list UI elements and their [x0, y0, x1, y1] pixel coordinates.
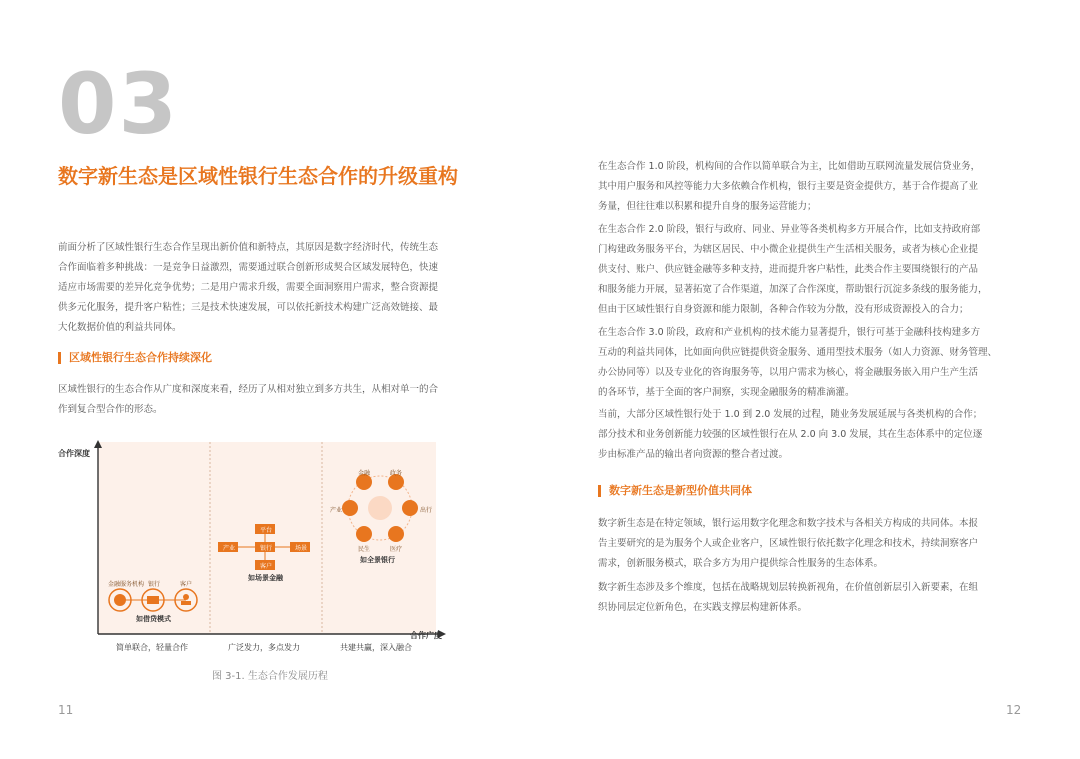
text-line: 织协同层定位新角色，在实践支撑层构建新体系。: [598, 602, 808, 613]
stage2-item-label: 产业: [223, 545, 236, 552]
text-line: 适应市场需要的差异化竞争优势；二是用户需求升级，需要全面洞察用户需求，整合资源提: [58, 282, 439, 293]
text-line: 大化数据价值的利益共同体。: [58, 322, 182, 333]
stage1-item-label: 金融服务机构: [108, 581, 145, 588]
ecosystem-diagram: [58, 436, 458, 658]
text-line: 互动的利益共同体，比如面向供应链提供资金服务、通用型技术服务（如人力资源、财务管理、: [598, 347, 998, 358]
stage3-model: 如全景银行: [360, 556, 395, 564]
text-line: 供多元化服务，提升客户粘性；三是技术快速发展，可以依托新技术构建广泛高效链接、最: [58, 302, 439, 313]
section-heading-1: 区域性银行生态合作持续深化: [58, 352, 212, 364]
text-line: 当前，大部分区域性银行处于 1.0 到 2.0 发展的过程，随业务发展延展与各类机构的合作；: [598, 409, 983, 420]
page-number-left: 11: [58, 703, 74, 717]
text-line: 合作面临着多种挑战：一是竞争日益激烈，需要通过联合创新形成契合区域发展特色，快速: [58, 262, 439, 273]
stage2-name: 广泛发力，多点发力: [228, 643, 300, 652]
stage2-model: 如场景金融: [248, 574, 283, 582]
text-line: 数字新生态涉及多个维度，包括在战略规划层转换新视角，在价值创新层引入新要素，在组: [598, 582, 979, 593]
text-line: 前面分析了区域性银行生态合作呈现出新价值和新特点，其原因是数字经济时代，传统生态: [58, 242, 439, 253]
figure-caption: 图 3-1. 生态合作发展历程: [212, 671, 328, 682]
text-line: 在生态合作 3.0 阶段，政府和产业机构的技术能力显著提升，银行可基于金融科技构建多方: [598, 327, 981, 338]
text-line: 办公协同等）以及专业化的咨询服务等，以用户需求为核心，将金融服务嵌入用户生产生活: [598, 367, 979, 378]
livelihood-node: [356, 526, 372, 542]
industry-node: [342, 500, 358, 516]
right-paragraph-1: [598, 157, 1028, 217]
right-paragraph-4: [598, 405, 1028, 465]
text-line: 在生态合作 2.0 阶段，银行与政府、同业、异业等各类机构多方开展合作，比如支持政府部: [598, 224, 981, 235]
text-line: 的各环节，基于全面的客户洞察，实现金融服务的精准滴灌。: [598, 387, 855, 398]
text-line: 和服务能力开展，显著拓宽了合作渠道，加深了合作深度，帮助银行沉淀多条线的服务能力，: [598, 284, 988, 295]
stage3-item-label: 民生: [358, 546, 371, 553]
section1-paragraph: [58, 380, 488, 420]
text-line: 作到复合型合作的形态。: [58, 404, 163, 415]
text-line: 数字新生态是在特定领域，银行运用数字化理念和数字技术与各相关方构成的共同体。本报: [598, 518, 979, 529]
text-line: 区域性银行的生态合作从广度和深度来看，经历了从相对独立到多方共生，从相对单一的合: [58, 384, 439, 395]
text-line: 门构建政务服务平台，为辖区居民、中小微企业提供生产生活相关服务，或者为核心企业提: [598, 244, 979, 255]
stage1-name: 简单联合，轻量合作: [116, 643, 188, 652]
stage2-item-label: 银行: [260, 545, 273, 552]
text-line: 其中用户服务和风控等能力大多依赖合作机构，银行主要是资金提供方，基于合作提高了业: [598, 181, 979, 192]
stage2-item-label: 场景: [295, 545, 308, 552]
y-axis-label: 合作深度: [58, 449, 90, 458]
diagram-panel: [98, 442, 436, 634]
right-paragraph-5: [598, 514, 1028, 574]
text-line: 供支付、账户、供应链金融等多种支持，进而提升客户粘性，此类合作主要围绕银行的产品: [598, 264, 979, 275]
right-paragraph-2: [598, 220, 1028, 320]
stage3-item-label: 出行: [420, 507, 433, 514]
text-line: 步由标准产品的输出者向资源的整合者过渡。: [598, 449, 789, 460]
right-paragraph-6: [598, 578, 1028, 618]
x-axis-label: 合作广度: [410, 631, 442, 640]
stage3-item-label: 政务: [390, 470, 403, 477]
text-line: 在生态合作 1.0 阶段，机构间的合作以简单联合为主，比如借助互联网流量发展信贷业务，: [598, 161, 981, 172]
text-line: 但由于区域性银行自身资源和能力限制，各种合作较为分散，没有形成资源投入的合力；: [598, 304, 969, 315]
section-heading-2: 数字新生态是新型价值共同体: [598, 485, 752, 497]
medical-node: [388, 526, 404, 542]
stage3-item-label: 金融: [358, 470, 371, 477]
page-title: 数字新生态是区域性银行生态合作的升级重构: [58, 164, 458, 188]
travel-node: [402, 500, 418, 516]
text-line: 告主要研究的是为服务个人或企业客户，区域性银行依托数字化理念和技术，持续洞察客户: [598, 538, 979, 549]
intro-paragraph: [58, 238, 488, 338]
stage2-item-label: 客户: [260, 563, 273, 570]
chapter-number: 03: [58, 55, 179, 153]
stage2-item-label: 平台: [260, 527, 273, 534]
text-line: 需求，创新服务模式，联合多方为用户提供综合性服务的生态体系。: [598, 558, 884, 569]
stage1-item-label: 客户: [180, 581, 193, 588]
page-number-right: 12: [1006, 703, 1022, 717]
stage3-item-label: 医疗: [390, 546, 403, 553]
text-line: 务量，但往往难以积累和提升自身的服务运营能力；: [598, 201, 817, 212]
stage1-model: 如借贷模式: [136, 615, 171, 623]
stage3-item-label: 产业: [330, 507, 343, 514]
text-line: 部分技术和业务创新能力较强的区域性银行在从 2.0 向 3.0 发展，其在生态体系中的定位逐: [598, 429, 983, 440]
right-paragraph-3: [598, 323, 1028, 403]
stage3-name: 共建共赢，深入融合: [340, 643, 412, 652]
stage1-item-label: 银行: [148, 581, 161, 588]
